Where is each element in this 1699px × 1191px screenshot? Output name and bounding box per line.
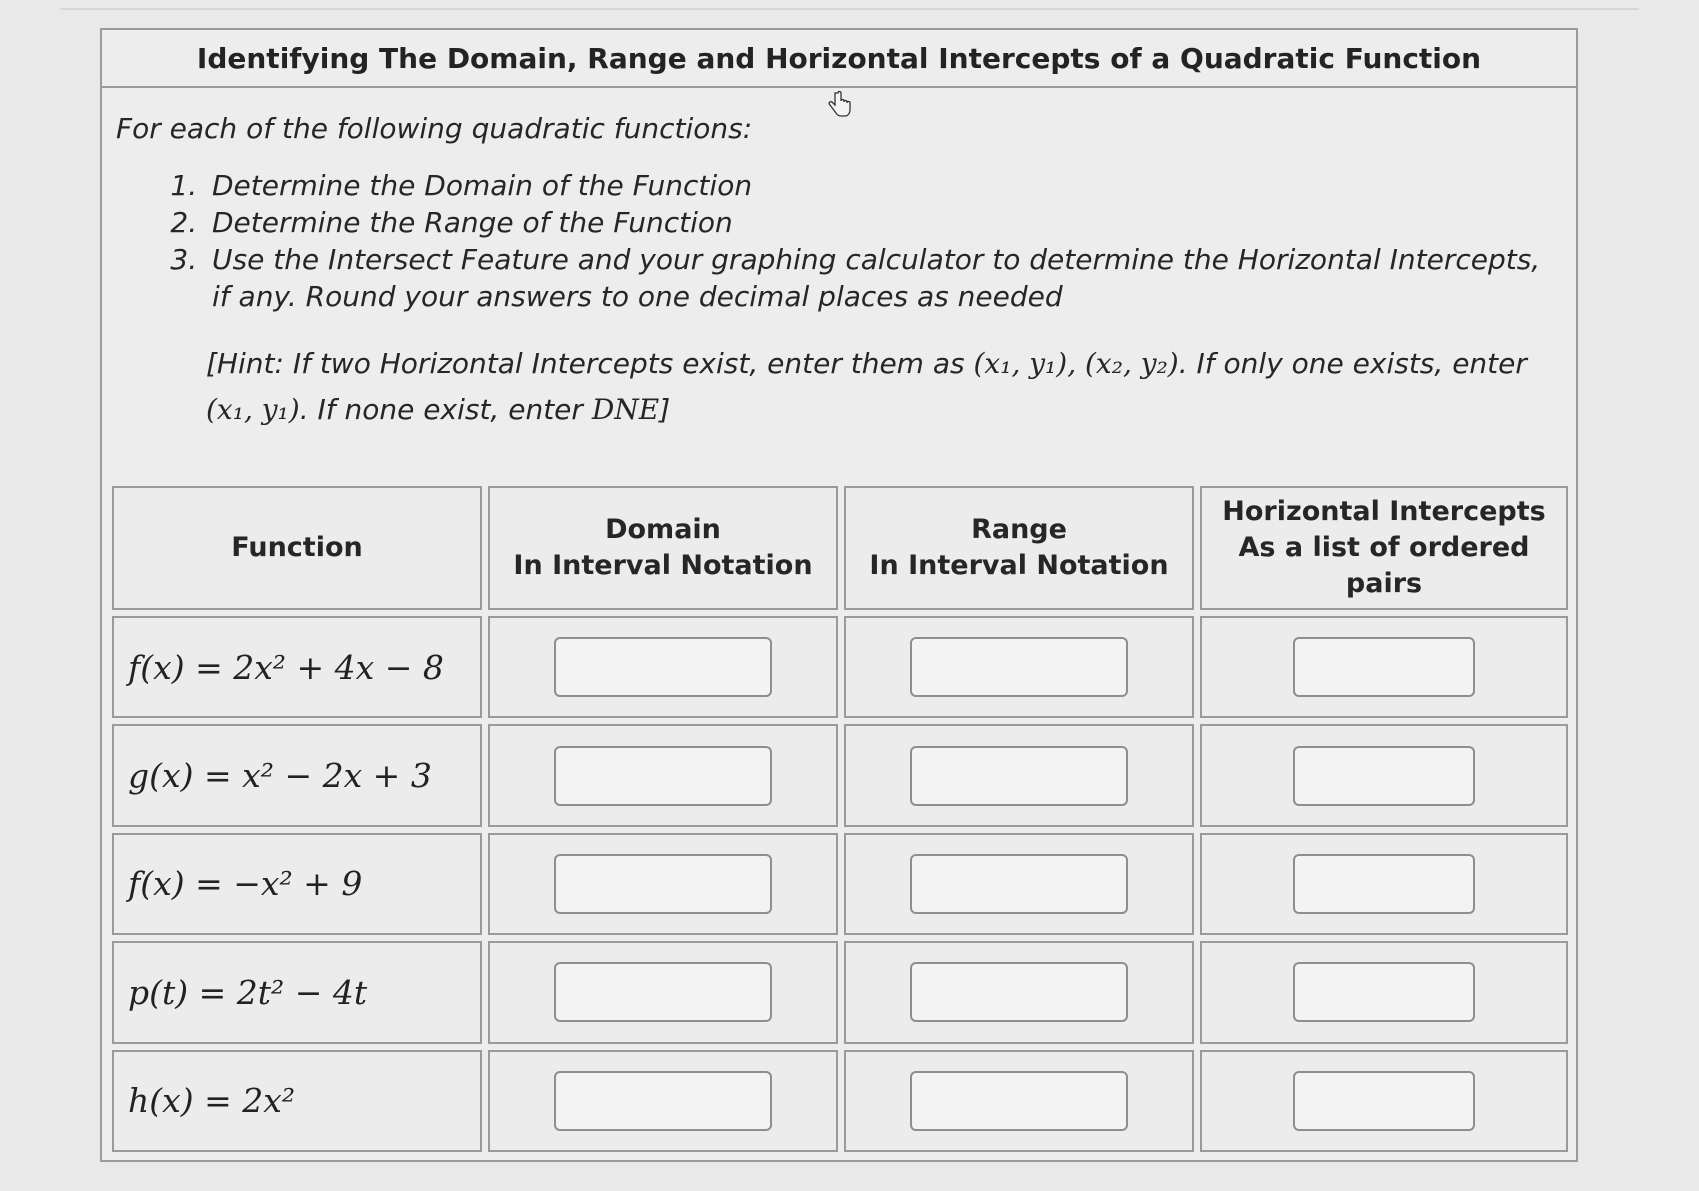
domain-input[interactable] bbox=[554, 854, 772, 914]
range-input[interactable] bbox=[910, 854, 1128, 914]
range-cell bbox=[844, 616, 1194, 718]
hint-part: [Hint: If two Horizontal Intercepts exist, enter them as bbox=[206, 347, 974, 380]
function-cell: f(x) = −x² + 9 bbox=[112, 833, 482, 935]
range-input[interactable] bbox=[910, 962, 1128, 1022]
function-cell: h(x) = 2x² bbox=[112, 1050, 482, 1152]
domain-cell bbox=[488, 833, 838, 935]
intercepts-cell bbox=[1200, 1050, 1568, 1152]
hint-part: . If none exist, enter bbox=[299, 393, 592, 426]
steps-list bbox=[116, 167, 1562, 315]
top-divider bbox=[60, 8, 1639, 10]
instructions bbox=[102, 88, 1576, 433]
intercepts-cell bbox=[1200, 941, 1568, 1043]
range-cell bbox=[844, 833, 1194, 935]
question-card bbox=[100, 28, 1578, 1162]
hint-math: (x₁, y₁) bbox=[206, 393, 300, 426]
range-input[interactable] bbox=[910, 637, 1128, 697]
intercepts-input[interactable] bbox=[1293, 962, 1475, 1022]
intro-text: For each of the following quadratic functions: bbox=[116, 112, 753, 145]
table-row bbox=[112, 616, 1568, 718]
header-domain: Domain In Interval Notation bbox=[488, 486, 838, 610]
range-cell bbox=[844, 941, 1194, 1043]
header-function: Function bbox=[112, 486, 482, 610]
domain-input[interactable] bbox=[554, 746, 772, 806]
page-title: Identifying The Domain, Range and Horizontal Intercepts of a Quadratic Function bbox=[102, 30, 1576, 88]
domain-cell bbox=[488, 1050, 838, 1152]
step-item: 1. Determine the Domain of the Function bbox=[206, 167, 1562, 204]
intercepts-cell bbox=[1200, 616, 1568, 718]
range-input[interactable] bbox=[910, 1071, 1128, 1131]
intercepts-input[interactable] bbox=[1293, 746, 1475, 806]
intercepts-input[interactable] bbox=[1293, 854, 1475, 914]
range-cell bbox=[844, 724, 1194, 826]
intercepts-input[interactable] bbox=[1293, 637, 1475, 697]
intercepts-cell bbox=[1200, 833, 1568, 935]
hint-text bbox=[206, 341, 1562, 433]
function-cell: f(x) = 2x² + 4x − 8 bbox=[112, 616, 482, 718]
range-input[interactable] bbox=[910, 746, 1128, 806]
range-cell bbox=[844, 1050, 1194, 1152]
step-item: 2. Determine the Range of the Function bbox=[206, 204, 1562, 241]
table-row bbox=[112, 1050, 1568, 1152]
intercepts-cell bbox=[1200, 724, 1568, 826]
table-row bbox=[112, 833, 1568, 935]
hint-math: (x₁, y₁), (x₂, y₂) bbox=[973, 347, 1179, 380]
table-row bbox=[112, 941, 1568, 1043]
domain-input[interactable] bbox=[554, 637, 772, 697]
domain-cell bbox=[488, 724, 838, 826]
header-intercepts: Horizontal Intercepts As a list of ordered pairs bbox=[1200, 486, 1568, 610]
header-range: Range In Interval Notation bbox=[844, 486, 1194, 610]
function-cell: p(t) = 2t² − 4t bbox=[112, 941, 482, 1043]
domain-input[interactable] bbox=[554, 1071, 772, 1131]
intercepts-input[interactable] bbox=[1293, 1071, 1475, 1131]
hint-part: . If only one exists, enter bbox=[1178, 347, 1527, 380]
hint-part: ] bbox=[659, 393, 671, 426]
hint-math: DNE bbox=[591, 393, 660, 426]
answer-table bbox=[106, 480, 1574, 1158]
function-cell: g(x) = x² − 2x + 3 bbox=[112, 724, 482, 826]
table-row bbox=[112, 724, 1568, 826]
domain-cell bbox=[488, 616, 838, 718]
step-item: 3. Use the Intersect Feature and your graphing calculator to determine the Horizontal Intercepts, if any. Round your answers to one decimal places as needed bbox=[206, 241, 1562, 315]
domain-input[interactable] bbox=[554, 962, 772, 1022]
hand-cursor-icon bbox=[826, 90, 852, 120]
domain-cell bbox=[488, 941, 838, 1043]
table-header-row bbox=[112, 486, 1568, 610]
